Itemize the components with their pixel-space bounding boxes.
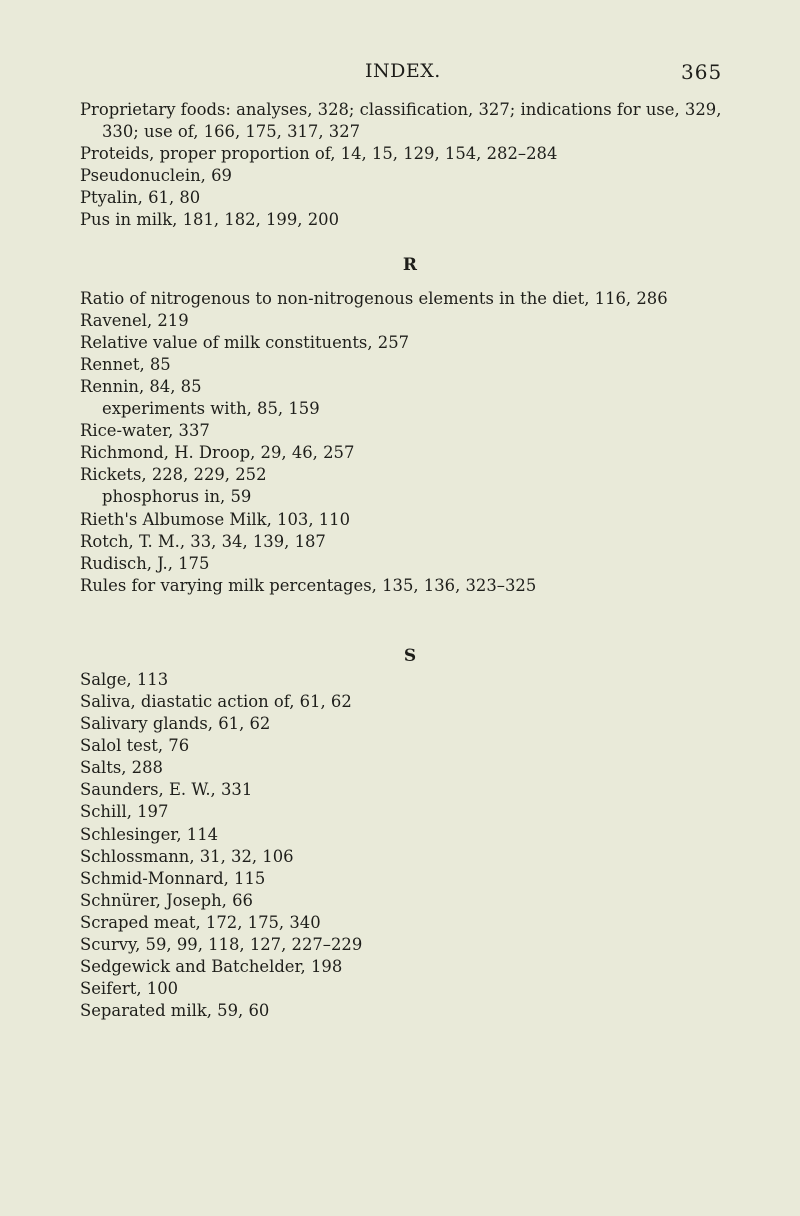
index-entry: Rudisch, J., 175 bbox=[80, 553, 210, 573]
index-entry: Sedgewick and Batchelder, 198 bbox=[80, 957, 343, 977]
index-section bbox=[80, 254, 740, 597]
running-head bbox=[0, 60, 800, 86]
index-entry: Schlesinger, 114 bbox=[80, 824, 219, 844]
index-entry: Relative value of milk constituents, 257 bbox=[80, 332, 410, 352]
index-entry: Schmid-Monnard, 115 bbox=[80, 868, 266, 888]
index-entry: Richmond, H. Droop, 29, 46, 257 bbox=[80, 443, 355, 463]
index-entry: Proteids, proper proportion of, 14, 15, 129, 154, 282–284 bbox=[80, 144, 558, 164]
index-entry: Seifert, 100 bbox=[80, 979, 179, 999]
index-entry: Schnürer, Joseph, 66 bbox=[80, 890, 253, 910]
index-entry: Rickets, 228, 229, 252 bbox=[80, 465, 267, 485]
index-entry: Separated milk, 59, 60 bbox=[80, 1001, 270, 1021]
index-subentry: experiments with, 85, 159 bbox=[102, 399, 320, 419]
index-subentry: phosphorus in, 59 bbox=[102, 487, 252, 507]
index-entry: Salol test, 76 bbox=[80, 736, 190, 756]
index-entry: Rice-water, 337 bbox=[80, 421, 210, 441]
section-letter-heading: R bbox=[402, 254, 418, 275]
index-entry: Rules for varying milk percentages, 135, 136, 323–325 bbox=[80, 575, 537, 595]
index-entry: Rotch, T. M., 33, 34, 139, 187 bbox=[80, 531, 326, 551]
index-entry: Rennin, 84, 85 bbox=[80, 376, 202, 396]
index-entry: Ravenel, 219 bbox=[80, 310, 189, 330]
index-entry: Schlossmann, 31, 32, 106 bbox=[80, 846, 294, 866]
index-body bbox=[80, 99, 740, 1022]
index-entry: Ptyalin, 61, 80 bbox=[80, 188, 201, 208]
index-entry: Saliva, diastatic action of, 61, 62 bbox=[80, 691, 352, 711]
index-entry: Pus in milk, 181, 182, 199, 200 bbox=[80, 210, 339, 230]
index-entry: Schill, 197 bbox=[80, 802, 169, 822]
index-entry: Salge, 113 bbox=[80, 669, 169, 689]
index-entry: Ratio of nitrogenous to non-nitrogenous elements in the diet, 116, 286 bbox=[80, 288, 668, 308]
index-entry: Rennet, 85 bbox=[80, 354, 171, 374]
index-entry: Pseudonuclein, 69 bbox=[80, 166, 232, 186]
index-section bbox=[80, 99, 740, 232]
index-entry: Scraped meat, 172, 175, 340 bbox=[80, 912, 321, 932]
index-entry: Rieth's Albumose Milk, 103, 110 bbox=[80, 509, 351, 529]
page-number: 365 bbox=[681, 60, 723, 84]
index-entry: Salts, 288 bbox=[80, 758, 163, 778]
index-section bbox=[80, 645, 740, 1023]
index-entry: Salivary glands, 61, 62 bbox=[80, 714, 271, 734]
index-entry: Scurvy, 59, 99, 118, 127, 227–229 bbox=[80, 935, 363, 954]
index-entry: Proprietary foods: analyses, 328; classification, 327; indications for use, 329, 330; use of, 166, 175, 317, 327 bbox=[80, 100, 722, 142]
running-title: INDEX. bbox=[365, 60, 441, 82]
section-letter-heading: S bbox=[403, 645, 417, 666]
index-entry: Saunders, E. W., 331 bbox=[80, 780, 253, 800]
